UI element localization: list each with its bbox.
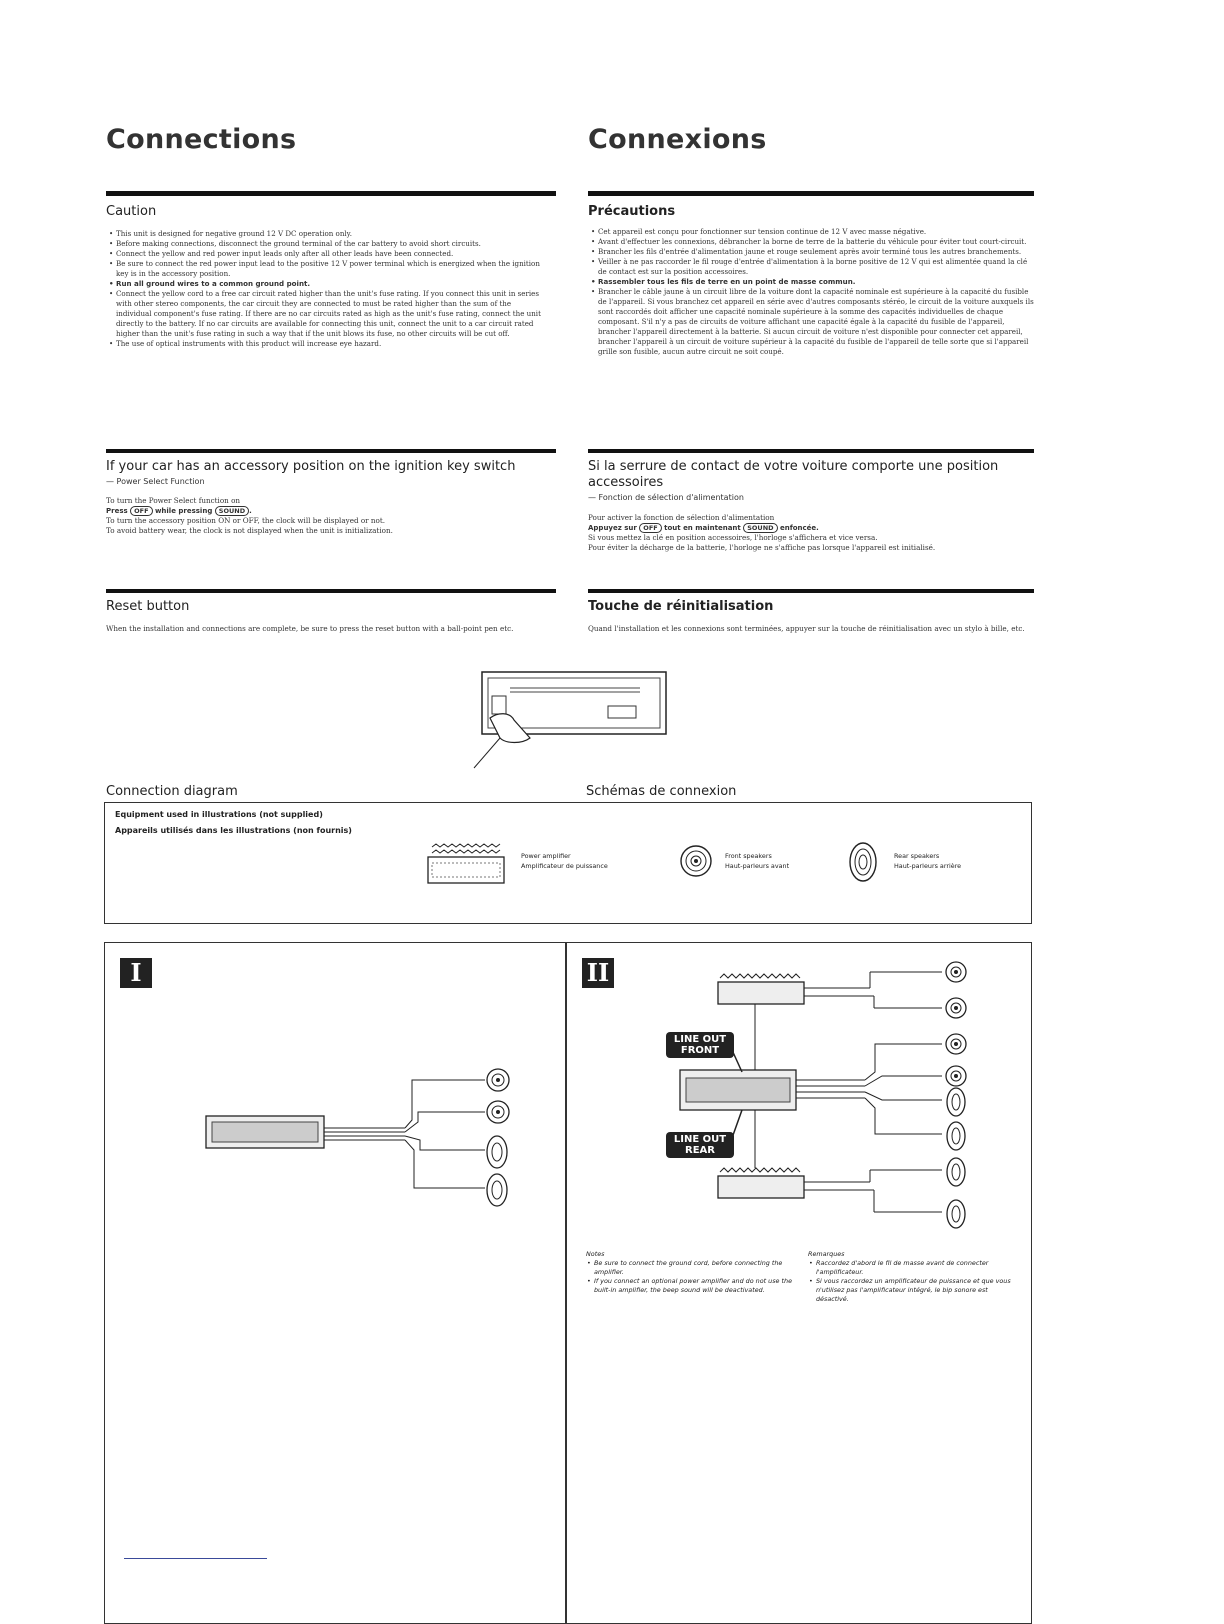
rear-speaker-icon <box>947 1122 965 1150</box>
page-title-fr: Connexions <box>588 124 767 155</box>
caution-item: • The use of optical instruments with this product will increase eye hazard. <box>108 339 548 349</box>
section-rule <box>588 589 1034 593</box>
front-speaker-icon <box>487 1069 509 1091</box>
sound-key: SOUND <box>743 523 777 533</box>
reset-text-fr: Quand l'installation et les connexions sont terminées, appuyer sur la touche de réinitialisation avec un stylo à bille, etc. <box>588 624 1025 633</box>
diagram-panel-1 <box>104 942 567 1624</box>
accessory-line: To turn the accessory position ON or OFF, the clock will be displayed or not. <box>106 516 386 525</box>
line-out-front-line2: FRONT <box>680 1045 720 1056</box>
accessory-line: Pour éviter la décharge de la batterie, l'horloge ne s'affiche pas lorsque l'appareil est initialisé. <box>588 543 936 552</box>
while-label: while pressing <box>154 507 213 515</box>
caution-list-fr <box>590 227 1034 357</box>
page-title-en: Connections <box>106 124 297 155</box>
section-rule <box>106 191 556 196</box>
off-key: OFF <box>130 506 152 516</box>
accessory-line: To turn the Power Select function on <box>106 496 241 505</box>
equipment-title-fr: Appareils utilisés dans les illustrations (non fournis) <box>115 826 352 835</box>
sound-key: SOUND <box>215 506 249 516</box>
accessory-heading-fr: Si la serrure de contact de votre voiture comporte une position accessoires <box>588 459 999 490</box>
caution-heading: Caution <box>106 204 157 219</box>
section-rule <box>588 449 1034 453</box>
rear-speaker-icon <box>487 1174 507 1206</box>
press-label: Appuyez sur <box>588 524 637 532</box>
remarques-heading: Remarques <box>808 1250 845 1258</box>
front-speaker-icon <box>487 1101 509 1123</box>
accessory-line: Pour activer la fonction de sélection d'alimentation <box>588 513 775 522</box>
accessory-line: Si vous mettez la clé en position accessoires, l'horloge s'affichera et vice versa. <box>588 533 878 542</box>
rear-speaker-icon <box>947 1158 965 1186</box>
accessory-sub-en: — Power Select Function <box>106 477 205 486</box>
caution-item: • Veiller à ne pas raccorder le fil rouge d'entrée d'alimentation à la borne positive de 12 V qui est alimentée quand la clé de contact est sur la position accessoires. <box>590 257 1034 277</box>
rear-speaker-icon <box>487 1136 507 1168</box>
caution-item: • Cet appareil est conçu pour fonctionner sur tension continue de 12 V avec masse négative. <box>590 227 1034 237</box>
precautions-heading: Précautions <box>588 204 676 219</box>
reset-text-en: When the installation and connections are complete, be sure to press the reset button with a ball-point pen etc. <box>106 624 514 633</box>
rear-speakers-label-fr: Haut-parleurs arrière <box>894 862 962 870</box>
front-speakers-label-en: Front speakers <box>725 852 772 860</box>
while-label: tout en maintenant <box>664 524 741 532</box>
line-out-front-line1: LINE OUT <box>673 1034 727 1045</box>
panel-2-label: II <box>582 958 614 988</box>
notes-en <box>586 1250 794 1295</box>
off-key: OFF <box>639 523 661 533</box>
rear-speaker-icon <box>846 840 880 884</box>
line-out-front-label <box>666 1032 734 1058</box>
end-label: enfoncée. <box>779 524 819 532</box>
line-out-rear-line1: LINE OUT <box>673 1134 727 1145</box>
caution-item: • Run all ground wires to a common ground point. <box>108 279 548 289</box>
note-item: • Si vous raccordez un amplificateur de puissance et que vous n'utilisez pas l'amplificateur intégré, le bip sonore est désactivé. <box>808 1277 1022 1304</box>
accessory-heading-en: If your car has an accessory position on the ignition key switch <box>106 459 516 474</box>
power-amp-label-en: Power amplifier <box>521 852 571 860</box>
panel-1-wiring-diagram <box>200 1060 520 1210</box>
caution-item: • Be sure to connect the red power input lead to the positive 12 V power terminal which is energized when the ignition key is in the accessory position. <box>108 259 548 279</box>
front-speakers-label-fr: Haut-parleurs avant <box>725 862 790 870</box>
reset-heading-fr: Touche de réinitialisation <box>588 599 774 614</box>
caution-list-en <box>108 229 548 349</box>
rear-speaker-icon <box>947 1200 965 1228</box>
panel-2-wiring-diagram <box>660 960 980 1240</box>
caution-item: • Connect the yellow and red power input leads only after all other leads have been connected. <box>108 249 548 259</box>
caution-item: • Brancher le câble jaune à un circuit libre de la voiture dont la capacité nominale est supérieure à la capacité du fusible de l'appareil. Si vous branchez cet appareil en série avec d'autres composants stéréo, le circuit de la voiture auxquels ils sont raccordés doit afficher une capacité nominale supérieure à la somme des capacités individuelles de chaque composant. S'il n'y a pas de circuits de voiture affichant une capacité égale à la capacité du fusible de l'appareil, brancher l'appareil directement à la batterie. Si aucun circuit de voiture n'est disponible pour connecter cet appareil, brancher l'appareil à un circuit de voiture supérieur à la capacité du fusible de l'appareil de telle sorte que si l'appareil grille son fusible, aucun autre circuit ne soit coupé. <box>590 287 1034 357</box>
accessory-body-fr <box>588 513 1034 553</box>
front-speaker-icon <box>946 962 966 982</box>
press-label: Press <box>106 507 128 515</box>
note-item: • If you connect an optional power amplifier and do not use the built-in amplifier, the beep sound will be deactivated. <box>586 1277 794 1295</box>
rear-speaker-icon <box>947 1088 965 1116</box>
connection-diagram-heading-fr: Schémas de connexion <box>586 784 737 799</box>
notes-fr <box>808 1250 1022 1304</box>
front-speaker-icon <box>946 998 966 1018</box>
caution-item: • Rassembler tous les fils de terre en un point de masse commun. <box>590 277 1034 287</box>
section-rule <box>106 449 556 453</box>
note-item: • Be sure to connect the ground cord, before connecting the amplifier. <box>586 1259 794 1277</box>
panel-1-label: I <box>120 958 152 988</box>
caution-item: • Brancher les fils d'entrée d'alimentation jaune et rouge seulement après avoir terminé tous les autres branchements. <box>590 247 1034 257</box>
accessory-body-en: To turn the Power Select function on Press OFF while pressing SOUND . To turn the accessory position ON or OFF, the clock will be displayed or not. To avoid battery wear, the clock is not displayed when the unit is initialization. <box>106 496 556 536</box>
rear-speakers-label-en: Rear speakers <box>894 852 940 860</box>
line-out-rear-line2: REAR <box>685 1145 715 1156</box>
caution-item: • Avant d'effectuer les connexions, débrancher la borne de terre de la batterie du véhicule pour éviter tout court-circuit. <box>590 237 1034 247</box>
line-out-rear-label <box>666 1132 734 1158</box>
reset-heading-en: Reset button <box>106 599 190 614</box>
caution-item: • Before making connections, disconnect the ground terminal of the car battery to avoid short circuits. <box>108 239 548 249</box>
front-speaker-icon <box>946 1034 966 1054</box>
notes-heading: Notes <box>586 1250 605 1258</box>
power-amplifier-icon <box>426 843 506 885</box>
caution-item: • This unit is designed for negative ground 12 V DC operation only. <box>108 229 548 239</box>
section-rule <box>106 589 556 593</box>
power-amp-label-fr: Amplificateur de puissance <box>521 862 608 870</box>
reset-button-illustration <box>470 668 670 772</box>
accessory-sub-fr: — Fonction de sélection d'alimentation <box>588 493 744 502</box>
section-rule <box>588 191 1034 196</box>
equipment-title-en: Equipment used in illustrations (not supplied) <box>115 810 323 819</box>
front-speaker-icon <box>946 1066 966 1086</box>
front-speaker-icon <box>678 843 714 879</box>
footer-rule <box>124 1558 267 1559</box>
caution-item: • Connect the yellow cord to a free car circuit rated higher than the unit's fuse rating. If you connect this unit in series with other stereo components, the car circuit they are connected to must be rated higher than the sum of the individual component's fuse rating. If there are no car circuits rated as high as the unit's fuse rating, connect the unit directly to the battery. If no car circuits are available for connecting this unit, connect the unit to a car circuit rated higher than the unit's fuse rating in such a way that if the unit blows its fuse, no other circuits will be cut off. <box>108 289 548 339</box>
connection-diagram-heading-en: Connection diagram <box>106 784 238 799</box>
accessory-line: To avoid battery wear, the clock is not displayed when the unit is initialization. <box>106 526 393 535</box>
note-item: • Raccordez d'abord le fil de masse avant de connecter l'amplificateur. <box>808 1259 1022 1277</box>
